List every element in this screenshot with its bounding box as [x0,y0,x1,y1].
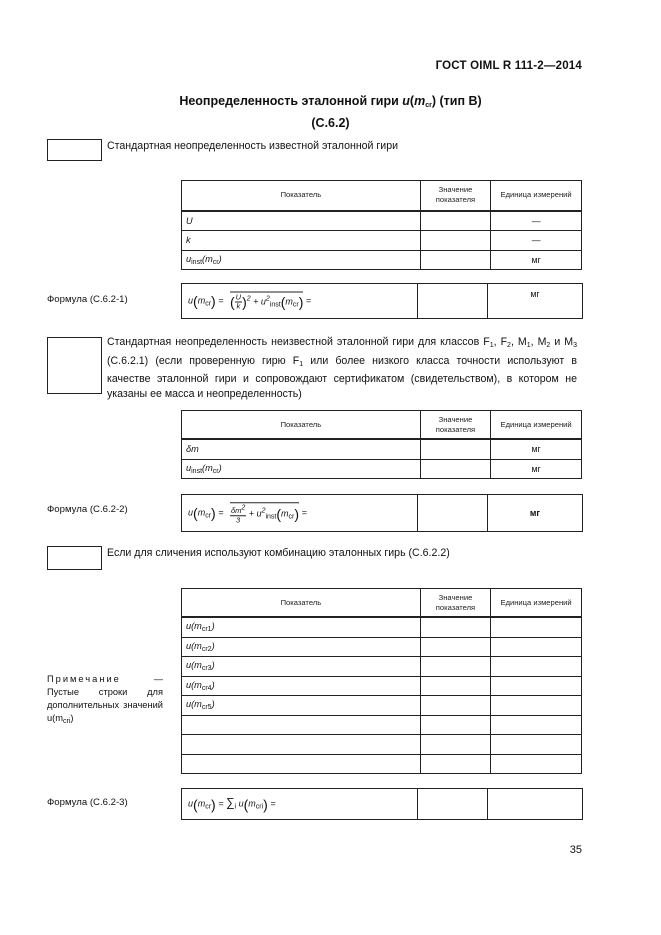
value-cell[interactable] [420,617,490,637]
value-cell[interactable] [420,696,490,716]
table-row [182,754,582,774]
formula-row [181,283,583,319]
standard-designation: ГОСТ OIML R 111-2—2014 [435,60,582,72]
value-cell[interactable] [420,754,490,774]
section-title: Неопределенность эталонной гири $u(m_{cr})$ (тип B) [179,94,482,109]
table-row [182,735,582,755]
formula-unit-cell [487,788,583,820]
table-row: U — [182,211,582,231]
table-row: k — [182,231,582,251]
table-row: $u_{inst}(m_{cr})$ мг [182,459,582,479]
formula-unit-cell: мг [487,494,583,532]
value-cell[interactable] [420,231,490,251]
header-unit: Единица измерений [491,181,582,211]
formula-row [181,788,583,820]
value-cell[interactable] [420,657,490,677]
formula-expression: $u(m_{cr}) = \sum_i$ $u(m_{cri})$ = [188,795,276,813]
formula-cell [181,788,418,820]
value-cell[interactable] [420,250,490,270]
formula-value-cell[interactable] [417,283,489,319]
section-title-ref: (C.6.2) [311,116,350,130]
value-cell[interactable] [420,715,490,735]
table-row: $u_{inst}(m_{cr})$ мг [182,250,582,270]
table-row: $u(m_{cr4})$ [182,676,582,696]
table-row: $u(m_{cr1})$ [182,617,582,637]
section1-table [181,180,582,270]
value-cell[interactable] [420,439,490,459]
value-cell[interactable] [420,211,490,231]
table-row: $u(m_{cr2})$ [182,637,582,657]
formula-label: Формула (С.6.2-3) [47,797,128,808]
table-row: $u(m_{cr5})$ [182,696,582,716]
formula-cell [181,283,418,319]
formula-unit-cell: мг [487,283,583,319]
section2-text: Стандартная неопределенность неизвестной эталонной гири для классов $F_1$, $F_2$, $M_1$, $M_2$ и $M_3$ (C.6.2.1) (если проверенную гирю $F_1$ или более низкого класса точности используют в качестве эталонной гири и сопровождают сертификатом (свидетельством), в котором не указаны ее масса и неопределенность) [107,336,577,400]
checkbox-section2[interactable] [47,337,102,394]
formula-row [181,494,583,532]
formula-expression: $u(m_{cr})$ = $\frac{\delta m^2}{3}$ + $u^2_{inst}(m_{cr})$ = [188,504,307,524]
header-value: Значение показателя [420,181,490,211]
formula-cell [181,494,418,532]
value-cell[interactable] [420,676,490,696]
checkbox-section3[interactable] [47,546,102,570]
formula-label: Формула (С.6.2-1) [47,294,128,305]
table-row: $u(m_{cr3})$ [182,657,582,677]
section3-table: Показатель Значение показателя Единица измерений $u(m_{cr1})$ $u(m_{cr2})$ $u(m_{cr3})$ $u(m_{cr4})$ $u(m_{cr5})$ [181,588,582,774]
value-cell[interactable] [420,735,490,755]
section1-text: Стандартная неопределенность известной эталонной гири [107,140,399,152]
checkbox-section1[interactable] [47,139,102,161]
section2-table: Показатель Значение показателя Единица измерений δm мг $u_{inst}(m_{cr})$ мг [181,410,582,479]
formula-value-cell[interactable] [417,494,489,532]
table-row: δm мг [182,439,582,459]
value-cell[interactable] [420,637,490,657]
page-number: 35 [569,844,582,856]
header-indicator: Показатель [182,181,421,211]
value-cell[interactable] [420,459,490,479]
note: Примечание — Пустые строки для дополнительных значений $u(m_{cri})$ [47,674,163,725]
formula-value-cell[interactable] [417,788,489,820]
section3-text: Если для сличения используют комбинацию эталонных гирь (C.6.2.2) [107,547,450,559]
formula-expression: $u(m_{cr})$ = ( $\frac{U}{k}$ )$^2 + u^2_{inst}(m_{cr})$ = [188,292,312,311]
table-row [182,715,582,735]
formula-label: Формула (С.6.2-2) [47,504,128,515]
